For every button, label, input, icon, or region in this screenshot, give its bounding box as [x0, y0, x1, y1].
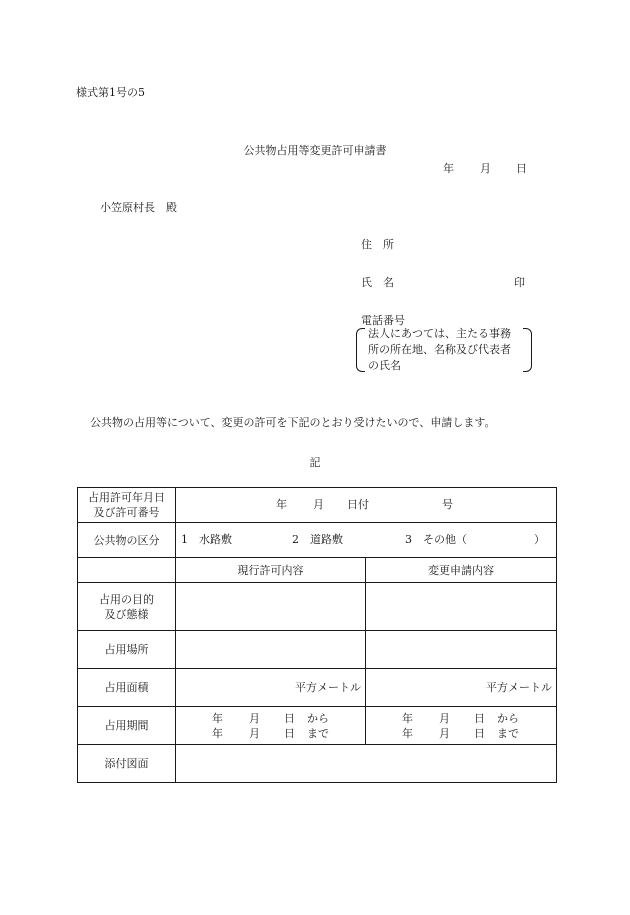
period-day: 日 — [474, 727, 485, 740]
corp-note-line: 所の所在地、名称及び代表者 — [368, 343, 511, 356]
addressee: 小笠原村長 殿 — [100, 201, 177, 214]
area-unit: 平方メートル — [295, 681, 361, 694]
purpose-current-cell[interactable] — [176, 583, 366, 631]
period-month: 月 — [439, 727, 450, 740]
document-title: 公共物占用等変更許可申請書 — [243, 144, 387, 157]
period-current-cell[interactable] — [176, 707, 366, 745]
area-unit: 平方メートル — [486, 681, 552, 694]
period-year: 年 — [402, 712, 413, 725]
permit-month: 月 — [313, 498, 324, 511]
application-table — [77, 487, 557, 783]
period-to: まで — [307, 727, 329, 740]
period-year: 年 — [402, 727, 413, 740]
period-from: から — [307, 712, 329, 725]
corp-note-line: の氏名 — [368, 359, 401, 372]
category-option: 2 道路敷 — [292, 533, 343, 546]
name-label: 氏 名 — [361, 276, 394, 289]
application-statement: 公共物の占用等について、変更の許可を下記のとおり受けたいので、申請します。 — [90, 416, 496, 429]
purpose-label-line: 及び態様 — [104, 607, 149, 621]
place-change-cell[interactable] — [366, 631, 557, 669]
date-year: 年 — [443, 162, 454, 175]
category-label: 公共物の区分 — [78, 523, 176, 558]
corporation-note — [356, 326, 532, 372]
period-to: まで — [497, 727, 519, 740]
place-label: 占用場所 — [78, 631, 176, 669]
table-row — [78, 488, 557, 523]
category-option: 3 その他（ — [405, 533, 467, 546]
period-day: 日 — [284, 727, 295, 740]
attachment-label: 添付図面 — [78, 745, 176, 783]
application-date — [0, 160, 630, 176]
period-label: 占用期間 — [78, 707, 176, 745]
purpose-change-cell[interactable] — [366, 583, 557, 631]
category-option: 1 水路敷 — [181, 533, 232, 546]
period-year: 年 — [212, 727, 223, 740]
table-row — [78, 583, 557, 631]
area-label: 占用面積 — [78, 669, 176, 707]
seal-mark: 印 — [514, 276, 525, 289]
bracket-left — [356, 328, 365, 372]
table-row — [78, 631, 557, 669]
ki-heading: 記 — [309, 456, 321, 469]
permit-year: 年 — [276, 498, 287, 511]
table-row — [78, 745, 557, 783]
purpose-label-line: 占用の目的 — [99, 592, 154, 606]
period-day: 日 — [474, 712, 485, 725]
period-month: 月 — [249, 712, 260, 725]
category-cell[interactable] — [176, 523, 557, 558]
corp-note-line: 法人にあつては、主たる事務 — [368, 327, 511, 340]
category-close-paren: ） — [534, 533, 545, 546]
col-current-header: 現行許可内容 — [176, 558, 366, 583]
period-change-cell[interactable] — [366, 707, 557, 745]
period-from: から — [497, 712, 519, 725]
address-label: 住 所 — [361, 238, 394, 251]
date-day: 日 — [516, 162, 527, 175]
table-row — [78, 669, 557, 707]
place-current-cell[interactable] — [176, 631, 366, 669]
permit-label-line: 占用許可年月日 — [88, 491, 165, 504]
form-number: 様式第1号の5 — [76, 86, 145, 99]
period-year: 年 — [212, 712, 223, 725]
phone-label: 電話番号 — [361, 314, 405, 327]
permit-day: 日付 — [347, 498, 369, 511]
permit-date-cell[interactable] — [176, 488, 557, 523]
header-blank-cell — [78, 558, 176, 583]
permit-number-suffix: 号 — [442, 498, 453, 511]
table-row — [78, 523, 557, 558]
area-current-cell[interactable] — [176, 669, 366, 707]
table-row — [78, 558, 557, 583]
period-month: 月 — [249, 727, 260, 740]
period-month: 月 — [439, 712, 450, 725]
permit-label-line: 及び許可番号 — [93, 506, 160, 519]
purpose-label — [78, 583, 176, 631]
period-day: 日 — [284, 712, 295, 725]
attachment-cell[interactable] — [176, 745, 557, 783]
area-change-cell[interactable] — [366, 669, 557, 707]
col-change-header: 変更申請内容 — [366, 558, 557, 583]
permit-label — [78, 488, 176, 523]
date-month: 月 — [480, 162, 491, 175]
table-row — [78, 707, 557, 745]
